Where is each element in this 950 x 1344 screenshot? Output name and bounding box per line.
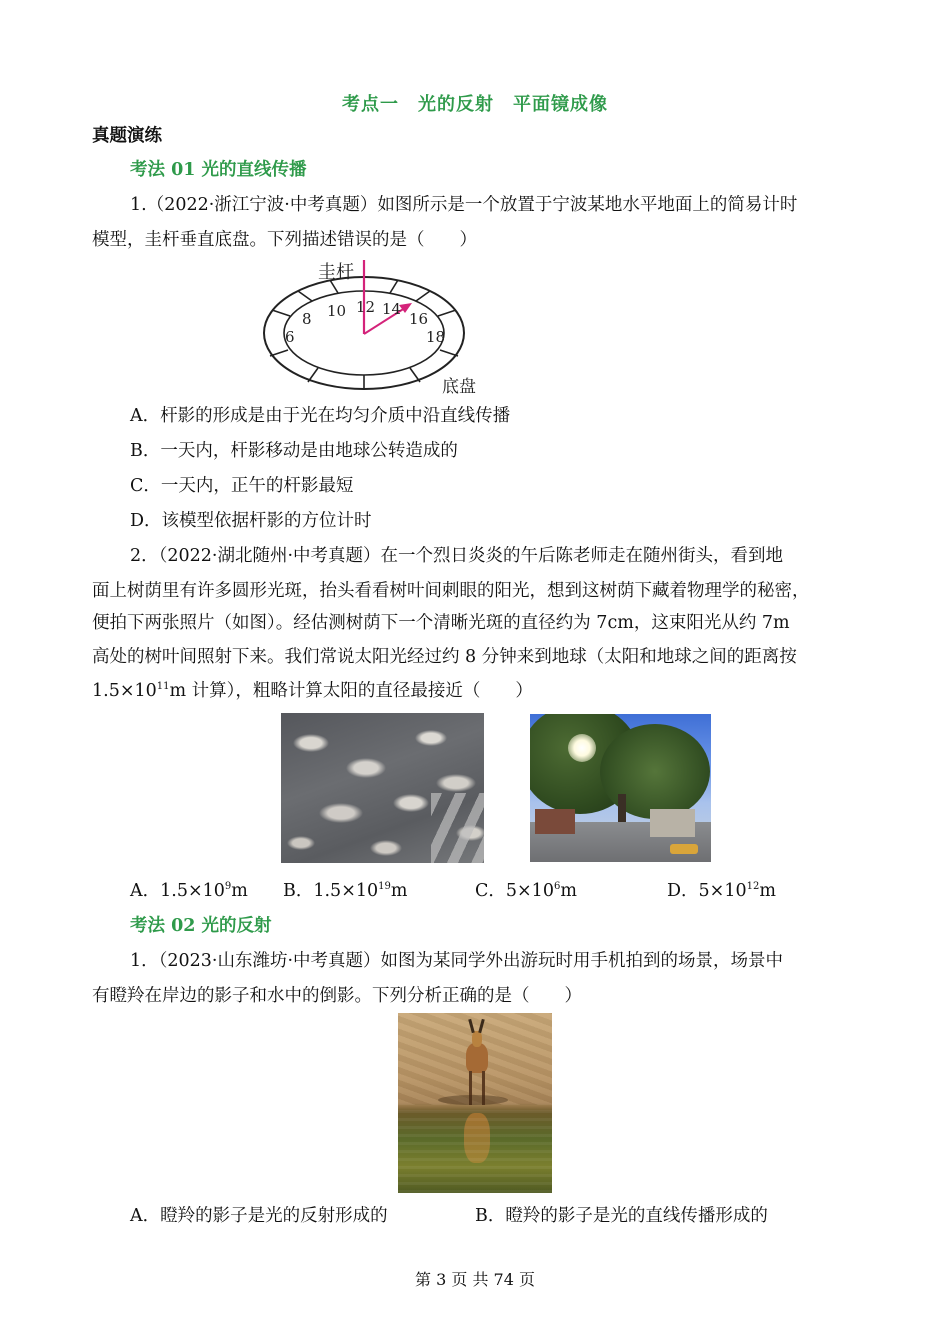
hour-label-6: 6 (285, 328, 295, 346)
q2-text-line3: 便拍下两张照片（如图）。经估测树荫下一个清晰光斑的直径约为 7cm，这束阳光从约 7m (92, 613, 790, 633)
q1-option-b: B．一天内，杆影移动是由地球公转造成的 (130, 441, 458, 461)
shadow-spots-photo (281, 713, 484, 863)
pole-label: 圭杆 (318, 262, 354, 283)
q1-option-d: D．该模型依据杆影的方位计时 (130, 511, 372, 531)
page-footer: 第 3 页 共 74 页 (415, 1270, 535, 1289)
hour-label-8: 8 (302, 310, 312, 328)
base-label: 底盘 (442, 377, 476, 397)
gazelle-photo (398, 1013, 552, 1193)
q2-option-a: A．$1.5\times 10^9m$ (130, 881, 248, 901)
m2-q1-option-b: B．瞪羚的影子是光的直线传播形成的 (475, 1206, 768, 1226)
q2-option-c: C．$5\times 10^6m$ (475, 881, 577, 901)
q2-text-line2: 面上树荫里有许多圆形光斑，抬头看看树叶间刺眼的阳光，想到这树荫下藏着物理学的秘密， (92, 581, 810, 601)
hour-label-10: 10 (327, 302, 347, 320)
method2-heading: 考法 02 光的反射 (130, 916, 272, 936)
q1-option-c: C．一天内，正午的杆影最短 (130, 476, 354, 496)
m2-q1-text-line2: 有瞪羚在岸边的影子和水中的倒影。下列分析正确的是（ ） (92, 986, 582, 1006)
q1-option-a: A．杆影的形成是由于光在均匀介质中沿直线传播 (130, 406, 511, 426)
tree-sunlight-photo (530, 714, 711, 862)
page-title: 考点一 光的反射 平面镜成像 (342, 94, 608, 115)
section-heading: 真题演练 (92, 126, 162, 146)
q1-text-line2: 模型，圭杆垂直底盘。下列描述错误的是（ ） (92, 230, 477, 250)
q2-option-b: B．$1.5\times 10^{19}m$ (283, 881, 408, 901)
q2-text-line1: 2．（2022·湖北随州·中考真题）在一个烈日炎炎的午后陈老师走在随州街头，看到地 (130, 546, 784, 566)
m2-q1-text-line1: 1．（2023·山东潍坊·中考真题）如图为某同学外出游玩时用手机拍到的场景，场景中 (130, 951, 784, 971)
hour-label-12: 12 (356, 298, 376, 316)
hour-label-16: 16 (409, 310, 429, 328)
m2-q1-option-a: A．瞪羚的影子是光的反射形成的 (130, 1206, 388, 1226)
q2-text-line5: $1.5\times 10^{11}m$ 计算），粗略计算太阳的直径最接近（ ） (92, 681, 533, 701)
method1-heading: 考法 01 光的直线传播 (130, 160, 307, 180)
hour-label-18: 18 (426, 328, 446, 346)
hour-label-14: 14 (382, 300, 402, 318)
q1-text-line1: 1.（2022·浙江宁波·中考真题）如图所示是一个放置于宁波某地水平地面上的简易计时 (130, 195, 798, 215)
q2-option-d: D．$5\times 10^{12}m$ (667, 881, 776, 901)
q2-text-line4: 高处的树叶间照射下来。我们常说太阳光经过约 8 分钟来到地球（太阳和地球之间的距离按 (92, 647, 797, 667)
